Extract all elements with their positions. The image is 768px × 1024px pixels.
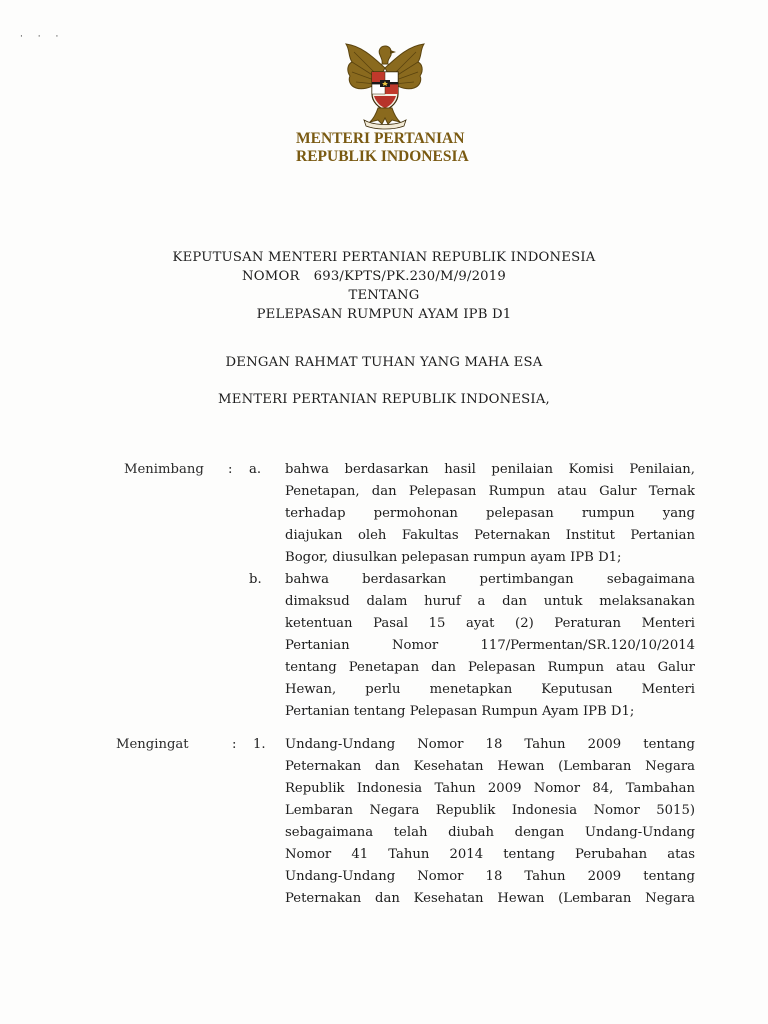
letterhead-line-1: MENTERI PERTANIAN xyxy=(296,130,465,147)
menimbang-label: Menimbang xyxy=(124,462,204,477)
letterhead xyxy=(296,130,496,166)
decree-title-block xyxy=(0,248,768,409)
decree-title: KEPUTUSAN MENTERI PERTANIAN REPUBLIK INDONESIA xyxy=(172,250,596,265)
text-line: bahwa berdasarkan hasil penilaian Komisi Penilaian, xyxy=(285,462,695,477)
item-marker: b. xyxy=(249,572,262,587)
scan-specks: · · · xyxy=(20,32,65,42)
decree-subject: PELEPASAN RUMPUN AYAM IPB D1 xyxy=(256,307,512,322)
text-line: Peternakan dan Kesehatan Hewan (Lembaran Negara xyxy=(285,891,695,906)
mengingat-colon: : xyxy=(232,737,237,752)
text-line: Undang-Undang Nomor 18 Tahun 2009 tentang xyxy=(285,869,695,884)
letterhead-line-2: REPUBLIK INDONESIA xyxy=(296,148,469,165)
menimbang-item-b xyxy=(0,569,768,723)
decree-number-value: 693/KPTS/PK.230/M/9/2019 xyxy=(313,269,506,284)
text-line: sebagaimana telah diubah dengan Undang-Undang xyxy=(285,825,695,840)
item-marker: a. xyxy=(249,462,262,477)
text-line: Hewan, perlu menetapkan Keputusan Menteri xyxy=(285,682,695,697)
decree-tentang: TENTANG xyxy=(348,288,420,303)
text-line: Penetapan, dan Pelepasan Rumpun atau Galur Ternak xyxy=(285,484,695,499)
item-body xyxy=(285,734,695,910)
item-marker: 1. xyxy=(253,737,266,752)
text-line: Republik Indonesia Tahun 2009 Nomor 84, Tambahan xyxy=(285,781,695,796)
text-line: Lembaran Negara Republik Indonesia Nomor 5015) xyxy=(285,803,695,818)
decree-number-label: NOMOR xyxy=(242,269,300,284)
text-line: tentang Penetapan dan Pelepasan Rumpun atau Galur xyxy=(285,660,695,675)
text-line: Bogor, diusulkan pelepasan rumpun ayam IPB D1; xyxy=(285,550,622,565)
text-line: ketentuan Pasal 15 ayat (2) Peraturan Menteri xyxy=(285,616,695,631)
decree-number-line xyxy=(0,267,768,286)
text-line: diajukan oleh Fakultas Peternakan Institut Pertanian xyxy=(285,528,695,543)
menimbang-colon: : xyxy=(228,462,233,477)
section-menimbang xyxy=(0,459,768,723)
garuda-emblem-icon xyxy=(334,38,436,130)
text-line: bahwa berdasarkan pertimbangan sebagaimana xyxy=(285,572,695,587)
mengingat-item-1 xyxy=(0,734,768,910)
text-line: Pertanian Nomor 117/Permentan/SR.120/10/2014 xyxy=(285,638,695,653)
decree-rahmat: DENGAN RAHMAT TUHAN YANG MAHA ESA xyxy=(225,355,543,370)
text-line: Undang-Undang Nomor 18 Tahun 2009 tentang xyxy=(285,737,695,752)
text-line: Nomor 41 Tahun 2014 tentang Perubahan atas xyxy=(285,847,695,862)
decree-menteri: MENTERI PERTANIAN REPUBLIK INDONESIA, xyxy=(218,392,550,407)
item-body xyxy=(285,569,695,723)
text-line: Pertanian tentang Pelepasan Rumpun Ayam IPB D1; xyxy=(285,704,635,719)
text-line: dimaksud dalam huruf a dan untuk melaksanakan xyxy=(285,594,695,609)
item-body xyxy=(285,459,695,569)
menimbang-item-a xyxy=(0,459,768,569)
text-line: terhadap permohonan pelepasan rumpun yang xyxy=(285,506,695,521)
text-line: Peternakan dan Kesehatan Hewan (Lembaran Negara xyxy=(285,759,695,774)
section-mengingat xyxy=(0,734,768,910)
mengingat-label: Mengingat xyxy=(116,737,189,752)
